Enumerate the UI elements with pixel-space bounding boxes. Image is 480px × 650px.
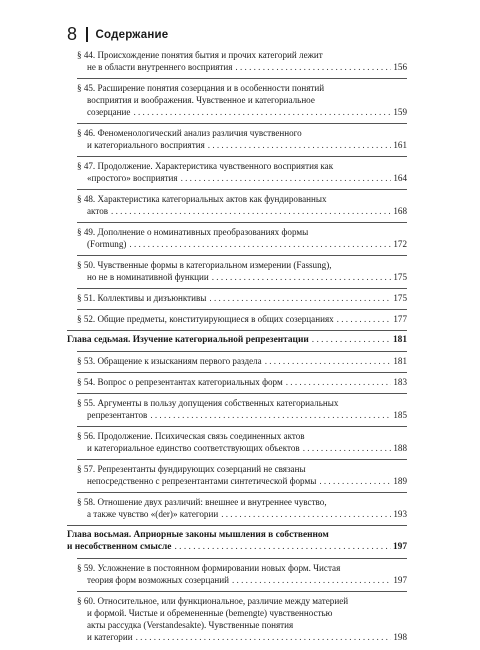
toc-entry-line	[77, 430, 407, 442]
toc-entry-last-line	[77, 355, 407, 367]
toc-chapter-entry[interactable]	[67, 525, 407, 558]
toc-section-entry[interactable]	[77, 78, 407, 123]
toc-page-number: 188	[393, 443, 407, 453]
toc-entry-last-line	[67, 334, 407, 346]
toc-entry-text: (Formung)	[87, 239, 127, 249]
toc-entry-text: и категориального восприятия	[87, 140, 205, 150]
toc-page-number: 181	[393, 356, 407, 366]
toc-section-entry[interactable]	[77, 558, 407, 591]
toc-page-number: 197	[392, 542, 407, 552]
dot-leader	[208, 139, 392, 151]
dot-leader	[133, 106, 391, 118]
toc-entry-line	[77, 619, 407, 631]
table-of-contents	[67, 46, 407, 648]
toc-entry-last-line	[77, 442, 407, 454]
dot-leader	[212, 271, 392, 283]
toc-entry-line	[77, 496, 407, 508]
dot-leader	[221, 508, 391, 520]
dot-leader	[265, 355, 392, 367]
toc-entry-text: § 54. Вопрос о репрезентантах категориальных форм	[77, 377, 283, 387]
toc-entry-text: § 60. Относительное, или функциональное, различие между материей	[77, 596, 349, 606]
toc-entry-text: но не в номинативной функции	[87, 272, 209, 282]
toc-page-number: 181	[392, 335, 407, 345]
toc-entry-text: § 48. Характеристика категориальных актов как фундированных	[77, 194, 327, 204]
toc-entry-text: § 57. Репрезентанты фундирующих созерцаний не связаны	[77, 464, 306, 474]
toc-page-number: 189	[393, 476, 407, 486]
toc-entry-line	[67, 529, 407, 541]
toc-section-entry[interactable]	[77, 156, 407, 189]
toc-entry-text: § 56. Продолжение. Психическая связь соединенных актов	[77, 431, 305, 441]
toc-entry-last-line	[77, 409, 407, 421]
toc-section-entry[interactable]	[77, 189, 407, 222]
toc-entry-line	[77, 160, 407, 172]
toc-page-number: 193	[393, 509, 407, 519]
toc-page-number: 197	[393, 575, 407, 585]
toc-entry-text: «простого» восприятия	[87, 173, 178, 183]
toc-page-number: 168	[393, 206, 407, 216]
toc-page-number: 198	[393, 632, 407, 642]
toc-page-number: 172	[393, 239, 407, 249]
toc-entry-text: § 49. Дополнение о номинативных преобразованиях формы	[77, 227, 309, 237]
header-divider	[86, 27, 88, 42]
toc-entry-last-line	[77, 631, 407, 643]
toc-chapter-entry[interactable]	[67, 330, 407, 351]
dot-leader	[150, 409, 391, 421]
toc-entry-text: § 47. Продолжение. Характеристика чувственного восприятия как	[77, 161, 334, 171]
toc-entry-text: § 53. Обращение к изысканиям первого раздела	[77, 356, 262, 366]
dot-leader	[319, 475, 391, 487]
toc-entry-text: созерцание	[87, 107, 131, 117]
toc-entry-text: актов	[87, 206, 109, 216]
toc-entry-text: восприятия и воображения. Чувственное и категориальное	[87, 95, 315, 105]
dot-leader	[129, 238, 391, 250]
toc-entry-line	[77, 127, 407, 139]
toc-entry-text: и формой. Чистые и обремененные (bemengte) чувственностью	[87, 608, 333, 618]
toc-entry-text: § 52. Общие предметы, конституирующиеся в общих созерцаниях	[77, 314, 334, 324]
toc-page-number: 156	[393, 62, 407, 72]
toc-page-number: 159	[393, 107, 407, 117]
toc-entry-text: и категориальное единство соответствующих объектов	[87, 443, 300, 453]
toc-entry-last-line	[77, 172, 407, 184]
toc-entry-last-line	[77, 271, 407, 283]
toc-section-entry[interactable]	[77, 372, 407, 393]
page-number: 8	[67, 24, 78, 44]
toc-section-entry[interactable]	[77, 393, 407, 426]
toc-entry-text: а также чувство «(der)» категории	[87, 509, 219, 519]
toc-entry-text: § 46. Феноменологический анализ различия чувственного	[77, 128, 302, 138]
toc-entry-text: и несобственном смысле	[67, 542, 172, 552]
toc-entry-text: § 44. Происхождение понятия бытия и прочих категорий лежит	[77, 50, 323, 60]
toc-section-entry[interactable]	[77, 591, 407, 648]
toc-entry-text: теория форм возможных созерцаний	[87, 575, 229, 585]
toc-entry-line	[77, 259, 407, 271]
toc-section-entry[interactable]	[77, 222, 407, 255]
toc-entry-last-line	[77, 574, 407, 586]
toc-entry-last-line	[77, 61, 407, 73]
toc-entry-last-line	[77, 475, 407, 487]
toc-section-entry[interactable]	[77, 426, 407, 459]
toc-entry-text: § 59. Усложнение в постоянном формировании новых форм. Чистая	[77, 563, 341, 573]
toc-entry-text: § 55. Аргументы в пользу допущения собственных категориальных	[77, 398, 339, 408]
toc-entry-last-line	[77, 106, 407, 118]
toc-section-entry[interactable]	[77, 459, 407, 492]
dot-leader	[232, 574, 391, 586]
toc-section-entry[interactable]	[77, 255, 407, 288]
running-title: Содержание	[95, 28, 169, 41]
toc-section-entry[interactable]	[77, 492, 407, 525]
toc-entry-line	[77, 607, 407, 619]
toc-page-number: 185	[393, 410, 407, 420]
dot-leader	[174, 541, 390, 553]
toc-section-entry[interactable]	[77, 123, 407, 156]
toc-entry-line	[77, 463, 407, 475]
toc-page-number: 175	[393, 272, 407, 282]
dot-leader	[337, 313, 392, 325]
toc-entry-text: и категории	[87, 632, 133, 642]
toc-entry-text: акты рассудка (Verstandesakte). Чувственные понятия	[87, 620, 294, 630]
toc-entry-text: непосредственно с репрезентантами синтетической формы	[87, 476, 317, 486]
toc-section-entry[interactable]	[77, 46, 407, 78]
dot-leader	[111, 205, 391, 217]
toc-entry-line	[77, 82, 407, 94]
toc-section-entry[interactable]	[77, 351, 407, 372]
dot-leader	[136, 631, 392, 643]
toc-entry-text: § 58. Отношение двух различий: внешнее и внутреннее чувство,	[77, 497, 327, 507]
toc-entry-line	[77, 94, 407, 106]
toc-entry-last-line	[77, 205, 407, 217]
toc-section-entry[interactable]	[77, 309, 407, 330]
toc-page-number: 183	[393, 377, 407, 387]
dot-leader	[312, 334, 391, 346]
toc-entry-line	[77, 49, 407, 61]
toc-entry-text: репрезентантов	[87, 410, 148, 420]
toc-page-number: 161	[393, 140, 407, 150]
toc-page-number: 175	[393, 293, 407, 303]
toc-section-entry[interactable]	[77, 288, 407, 309]
toc-entry-last-line	[77, 508, 407, 520]
toc-entry-line	[77, 226, 407, 238]
toc-entry-last-line	[77, 139, 407, 151]
toc-entry-text: § 45. Расширение понятия созерцания и в особенности понятий	[77, 83, 325, 93]
dot-leader	[235, 61, 391, 73]
dot-leader	[209, 292, 391, 304]
toc-entry-last-line	[77, 238, 407, 250]
toc-entry-text: § 51. Коллективы и дизъюнктивы	[77, 293, 207, 303]
toc-entry-last-line	[67, 541, 407, 553]
toc-page-number: 177	[393, 314, 407, 324]
toc-entry-text: не в области внутреннего восприятия	[87, 62, 233, 72]
toc-entry-last-line	[77, 313, 407, 325]
toc-entry-last-line	[77, 376, 407, 388]
toc-entry-line	[77, 595, 407, 607]
toc-entry-last-line	[77, 292, 407, 304]
toc-entry-text: Глава седьмая. Изучение категориальной репрезентации	[67, 335, 309, 345]
toc-entry-text: § 50. Чувственные формы в категориальном измерении (Fassung),	[77, 260, 332, 270]
toc-entry-line	[77, 193, 407, 205]
toc-entry-text: Глава восьмая. Априорные законы мышления в собственном	[67, 530, 329, 540]
toc-entry-line	[77, 397, 407, 409]
running-header	[67, 24, 168, 45]
toc-page-number: 164	[393, 173, 407, 183]
dot-leader	[181, 172, 392, 184]
toc-entry-line	[77, 562, 407, 574]
dot-leader	[303, 442, 392, 454]
dot-leader	[286, 376, 392, 388]
